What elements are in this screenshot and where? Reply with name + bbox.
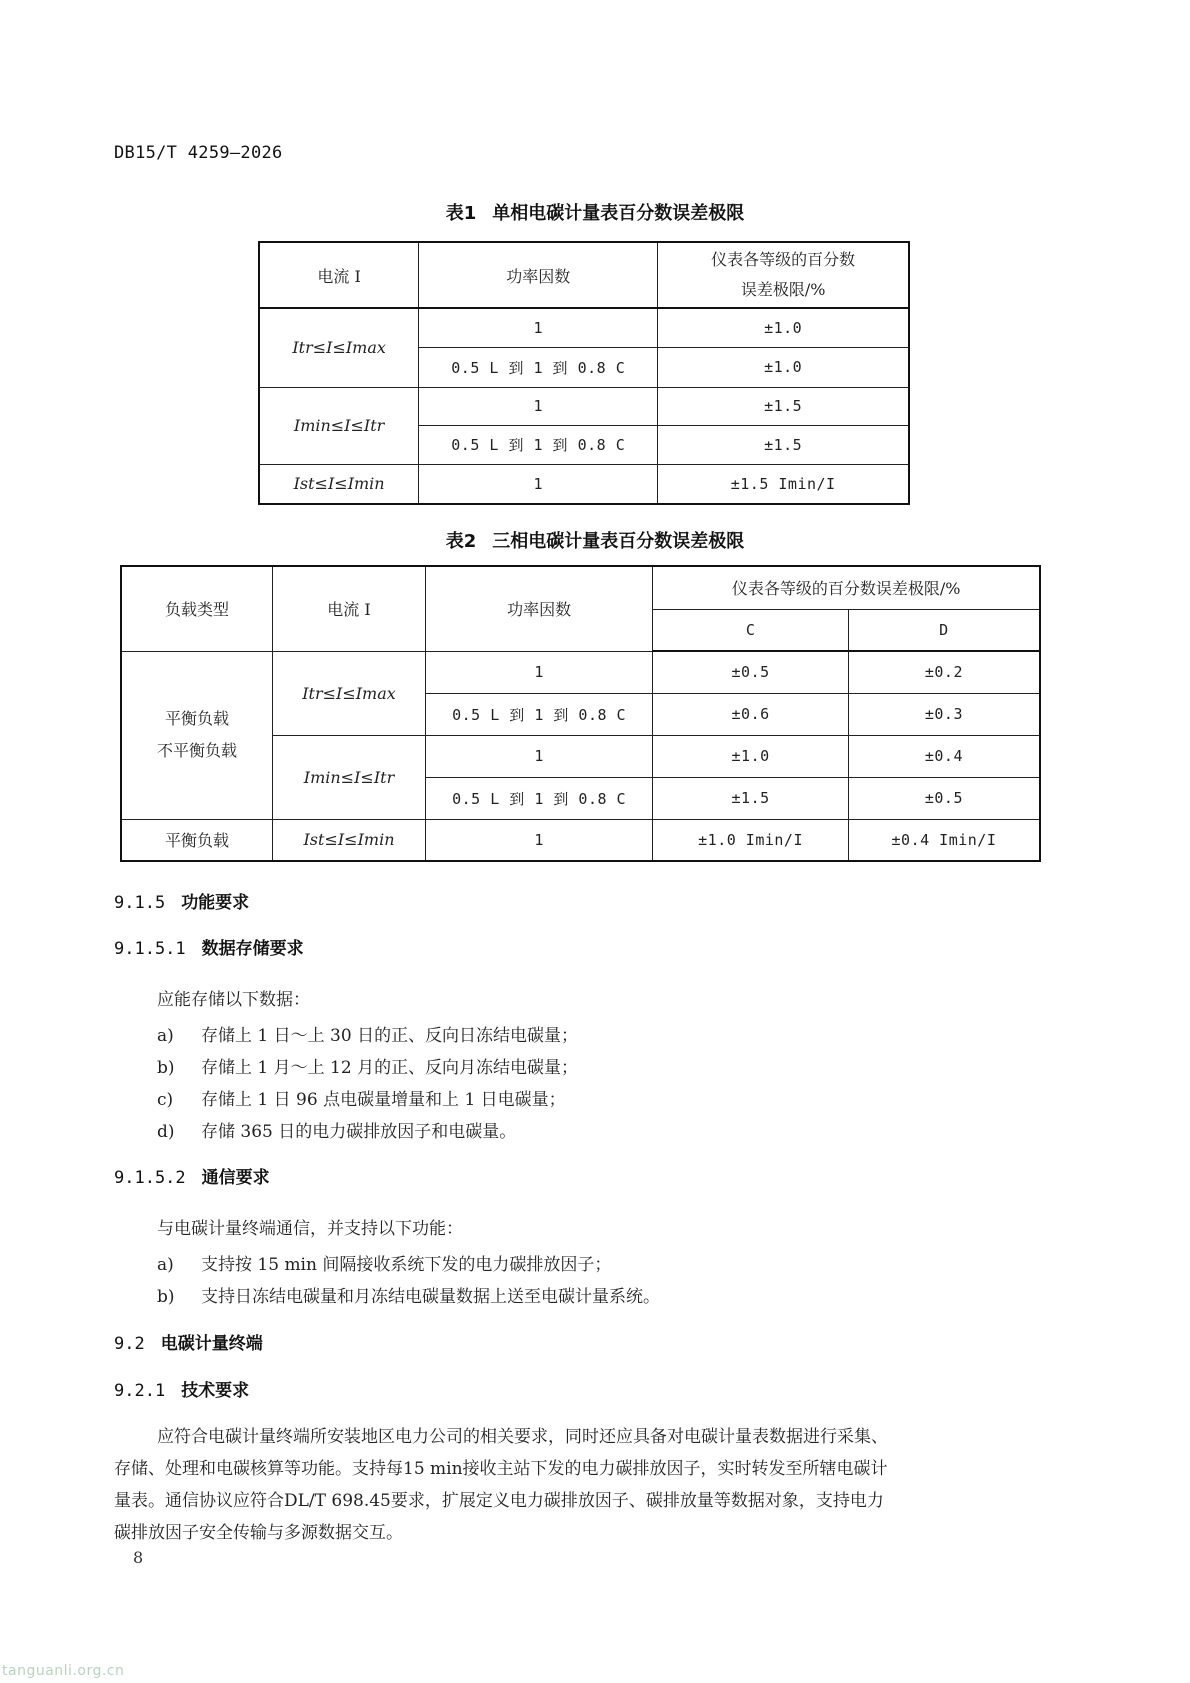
list-text: 存储上 1 月～上 12 月的正、反向月冻结电碳量； [201,1058,579,1078]
page-number: 8 [133,1548,144,1567]
section-title: 通信要求 [201,1168,270,1188]
list-text: 存储上 1 日 96 点电碳量增量和上 1 日电碳量； [201,1090,566,1110]
table1-limit-cell: ±1.5 [658,387,909,425]
table1-header-limit-line1: 仪表各等级的百分数 [711,250,856,269]
table2-caption-title: 三相电碳计量表百分数误差极限 [492,531,745,552]
table1-limit-cell: ±1.5 [658,425,909,464]
list-text: 支持按 15 min 间隔接收系统下发的电力碳排放因子； [201,1255,612,1275]
list-marker: b) [157,1058,175,1078]
table2-c-cell: ±0.6 [653,693,849,735]
list-marker: d) [157,1122,175,1142]
table1-header-current: 电流 I [259,242,419,308]
table-row [259,464,909,504]
table2-header-power-factor: 功率因数 [425,566,652,651]
table2-pf-cell: 1 [425,651,652,693]
technical-paragraph-line: 量表。通信协议应符合DL/T 698.45要求，扩展定义电力碳排放因子、碳排放量等数据对象，支持电力 [114,1491,884,1511]
table-row [259,308,909,347]
table1-pf-cell: 1 [419,387,658,425]
section-title: 数据存储要求 [201,939,304,959]
table1-caption-title: 单相电碳计量表百分数误差极限 [492,203,745,224]
table2-current-cell: Itr≤I≤Imax [273,651,426,735]
list-item [157,1021,578,1046]
list-marker: a) [157,1255,174,1275]
table2-header-class-d: D [848,609,1040,651]
technical-paragraph-line: 存储、处理和电碳核算等功能。支持每15 min接收主站下发的电力碳排放因子，实时转发至所辖电碳计 [114,1459,888,1479]
list-item [157,1282,660,1307]
table2-pf-cell: 0.5 L 到 1 到 0.8 C [425,777,652,819]
table1-pf-cell: 0.5 L 到 1 到 0.8 C [419,425,658,464]
table1-current-cell: Itr≤I≤Imax [259,308,419,387]
technical-paragraph-line: 应符合电碳计量终端所安装地区电力公司的相关要求，同时还应具备对电碳计量表数据进行采集、 [157,1427,888,1447]
table1-pf-cell: 1 [419,464,658,504]
table1-caption-number: 表1 [445,203,477,224]
table2-caption [0,527,1190,553]
table1-pf-cell: 1 [419,308,658,347]
table2-caption-number: 表2 [445,531,477,552]
list-text: 存储 365 日的电力碳排放因子和电碳量。 [201,1122,517,1142]
table2-header-current: 电流 I [273,566,426,651]
list-item [157,1117,516,1142]
table2-pf-cell: 0.5 L 到 1 到 0.8 C [425,693,652,735]
section-title: 功能要求 [181,893,250,913]
section-9-1-5-2-heading [114,1163,270,1188]
list-marker: c) [157,1090,174,1110]
table2-c-cell: ±1.5 [653,777,849,819]
table2-header-load-type: 负载类型 [121,566,273,651]
table2-d-cell: ±0.4 Imin/I [848,819,1040,861]
table2-c-cell: ±0.5 [653,651,849,693]
table1-current-cell: Ist≤I≤Imin [259,464,419,504]
table-row [121,651,1040,693]
table2-header-limit: 仪表各等级的百分数误差极限/% [653,566,1040,609]
table2-pf-cell: 1 [425,735,652,777]
table2-d-cell: ±0.5 [848,777,1040,819]
section-9-2-heading [114,1329,263,1354]
table2-load-balanced: 平衡负载 [165,709,230,728]
communication-intro: 与电碳计量终端通信，并支持以下功能： [157,1219,463,1239]
list-item [157,1085,566,1110]
section-9-1-5-1-heading [114,934,304,959]
table2-d-cell: ±0.2 [848,651,1040,693]
table2-d-cell: ±0.3 [848,693,1040,735]
table2-pf-cell: 1 [425,819,652,861]
table1-header-limit [658,242,909,308]
table2-c-cell: ±1.0 Imin/I [653,819,849,861]
list-text: 存储上 1 日～上 30 日的正、反向日冻结电碳量； [201,1026,579,1046]
table2 [120,565,1041,862]
technical-paragraph-line: 碳排放因子安全传输与多源数据交互。 [114,1523,403,1543]
table2-d-cell: ±0.4 [848,735,1040,777]
section-9-1-5-heading [114,888,249,913]
list-marker: b) [157,1287,175,1307]
section-number: 9.1.5 [114,893,166,913]
section-number: 9.2 [114,1334,145,1354]
standard-code: DB15/T 4259—2026 [114,143,283,163]
table-row [259,387,909,425]
list-item [157,1250,611,1275]
table2-load-type-cell: 平衡负载 [121,819,273,861]
storage-intro: 应能存储以下数据： [157,990,310,1010]
watermark: tanguanli.org.cn [2,1663,125,1679]
section-number: 9.1.5.1 [114,939,186,959]
table2-current-cell: Ist≤I≤Imin [273,819,426,861]
table1-pf-cell: 0.5 L 到 1 到 0.8 C [419,347,658,387]
table2-current-cell: Imin≤I≤Itr [273,735,426,819]
table1 [258,241,910,505]
table1-limit-cell: ±1.0 [658,308,909,347]
list-text: 支持日冻结电碳量和月冻结电碳量数据上送至电碳计量系统。 [201,1287,660,1307]
section-number: 9.1.5.2 [114,1168,186,1188]
table2-c-cell: ±1.0 [653,735,849,777]
table1-header-limit-line2: 误差极限/% [740,280,826,299]
list-marker: a) [157,1026,174,1046]
table1-caption [0,199,1190,225]
list-item [157,1053,578,1078]
table1-limit-cell: ±1.5 Imin/I [658,464,909,504]
table1-current-cell: Imin≤I≤Itr [259,387,419,464]
table2-load-type-cell [121,651,273,819]
table-row [121,819,1040,861]
table2-load-unbalanced: 不平衡负载 [157,741,238,760]
section-9-2-1-heading [114,1376,249,1401]
section-title: 电碳计量终端 [160,1334,263,1354]
section-number: 9.2.1 [114,1381,166,1401]
section-title: 技术要求 [181,1381,250,1401]
table1-header-power-factor: 功率因数 [419,242,658,308]
table2-header-class-c: C [653,609,849,651]
table1-limit-cell: ±1.0 [658,347,909,387]
